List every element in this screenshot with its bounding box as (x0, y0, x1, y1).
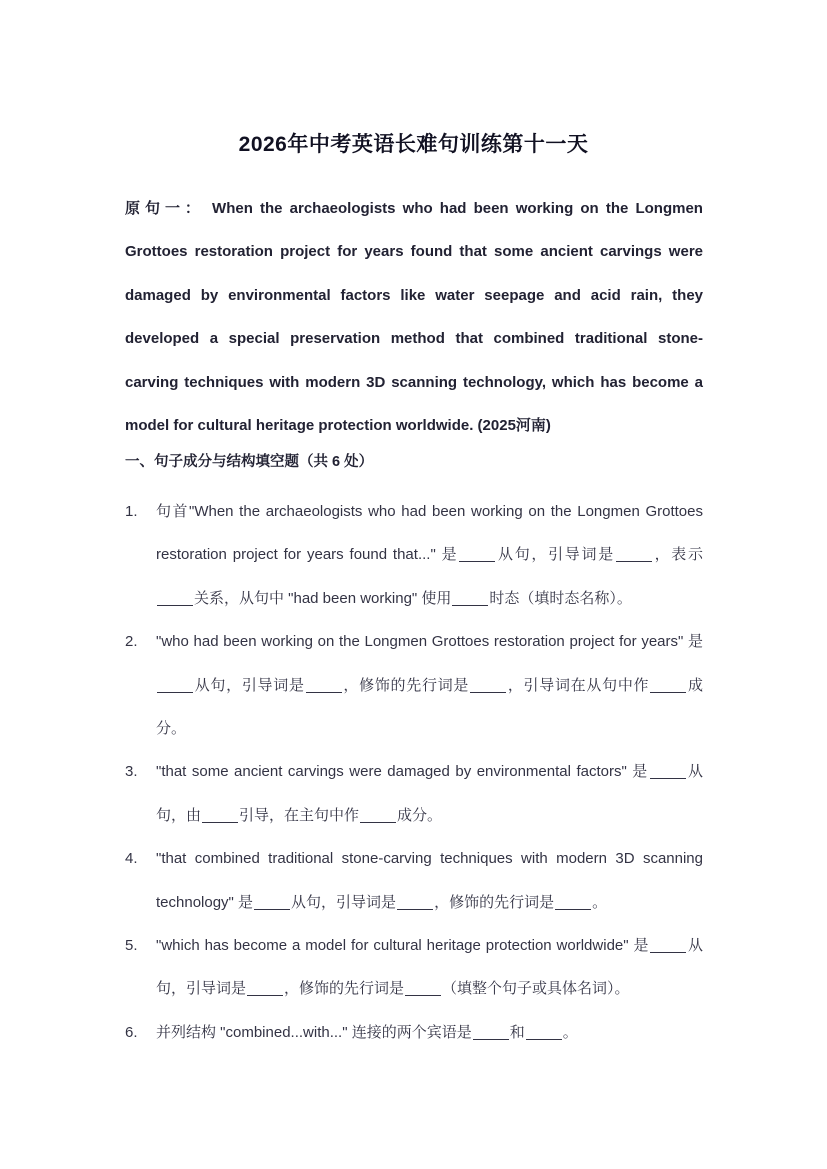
answer-blank[interactable] (650, 937, 686, 953)
question-text: 并列结构 "combined...with..." 连接的两个宾语是 (156, 1023, 472, 1041)
answer-blank[interactable] (470, 677, 506, 693)
question-text: "that combined traditional stone-carving techniques with modern 3D scanning technology" 是 (156, 850, 703, 911)
answer-blank[interactable] (157, 677, 193, 693)
original-sentence-source: (2025河南) (477, 417, 551, 435)
question-text: 。 (562, 1023, 578, 1041)
question-text: ，修饰的先行词是 (284, 980, 405, 998)
question-list (125, 490, 703, 1054)
answer-blank[interactable] (459, 546, 495, 562)
question-text: 关系，从句中 "had been working" 使用 (194, 589, 452, 607)
answer-blank[interactable] (254, 894, 290, 910)
question-text: ，修饰的先行词是 (434, 893, 555, 911)
question-text: 和 (509, 1023, 525, 1041)
answer-blank[interactable] (526, 1024, 562, 1040)
answer-blank[interactable] (397, 894, 433, 910)
answer-blank[interactable] (202, 807, 238, 823)
question-text: 从句，引导词是 (291, 893, 397, 911)
question-text: "who had been working on the Longmen Grottoes restoration project for years" 是 (156, 633, 703, 651)
answer-blank[interactable] (360, 807, 396, 823)
answer-blank[interactable] (650, 677, 686, 693)
question-number: 3. (125, 763, 138, 781)
answer-blank[interactable] (306, 677, 342, 693)
question-text: （填整个句子或具体名词）。 (442, 980, 630, 998)
question-item (125, 750, 703, 837)
question-number: 2. (125, 633, 138, 651)
question-item (125, 924, 703, 1011)
answer-blank[interactable] (405, 980, 441, 996)
question-text: 从句，引导词是 (156, 937, 703, 998)
answer-blank[interactable] (247, 980, 283, 996)
question-text: 成分。 (397, 806, 443, 824)
answer-blank[interactable] (452, 590, 488, 606)
question-text: 引导，在主句中作 (239, 806, 360, 824)
section-heading: 一、句子成分与结构填空题（共 6 处） (125, 454, 374, 470)
question-text: 从句，引导词是 (194, 676, 305, 694)
question-text: "which has become a model for cultural heritage protection worldwide" 是 (156, 937, 650, 955)
question-number: 4. (125, 850, 138, 868)
answer-blank[interactable] (616, 546, 652, 562)
question-text: 时态（填时态名称）。 (489, 589, 632, 607)
question-number: 1. (125, 503, 138, 520)
question-text: 。 (592, 893, 608, 911)
original-sentence-label: 原句一： (125, 200, 205, 217)
original-sentence-text: When the archaeologists who had been working on the Longmen Grottoes restoration project for years found that some ancient carvings were damaged by environmental factors like water seepage and acid rain, they developed a special preservation method that combined traditional stone-carving techniques with modern 3D scanning technology, which has become a model for cultural heritage protection worldwide. (125, 200, 703, 435)
document-title: 2026年中考英语长难句训练第十一天 (238, 133, 589, 156)
answer-blank[interactable] (473, 1024, 509, 1040)
question-item (125, 837, 703, 924)
question-text: ，修饰的先行词是 (342, 676, 470, 694)
question-text: 从句，由 (156, 763, 703, 824)
answer-blank[interactable] (157, 590, 193, 606)
answer-blank[interactable] (555, 894, 591, 910)
question-text: 句首"When the archaeologists who had been working on the Longmen Grottoes restoration project for years found that..." 是 (156, 503, 703, 564)
question-item (125, 1011, 703, 1054)
question-number: 6. (125, 1023, 138, 1041)
question-text: "that some ancient carvings were damaged by environmental factors" 是 (156, 763, 649, 781)
question-text: ，表示 (652, 546, 703, 564)
original-sentence (125, 187, 703, 447)
question-item (125, 620, 703, 750)
question-text: 从句，引导词是 (496, 546, 615, 564)
question-text: ，引导词在从句中作 (507, 676, 650, 694)
answer-blank[interactable] (650, 763, 686, 779)
question-text: 成分。 (156, 676, 703, 738)
question-item (125, 490, 703, 620)
question-number: 5. (125, 937, 138, 955)
